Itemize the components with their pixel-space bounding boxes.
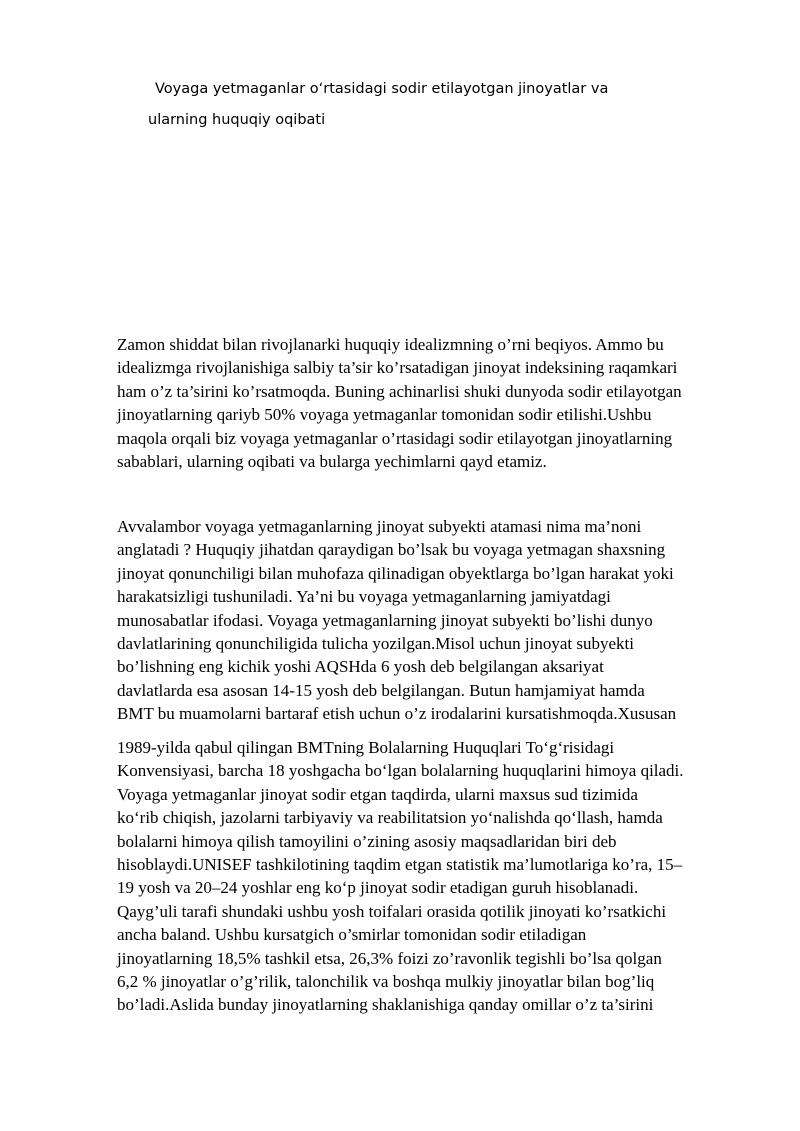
text-line: bo’lishning eng kichik yoshi AQSHda 6 yosh deb belgilangan aksariyat bbox=[117, 657, 604, 677]
document-title bbox=[148, 74, 708, 136]
text-line: harakatsizligi tushuniladi. Ya’ni bu voyaga yetmaganlarning jamiyatdagi bbox=[117, 587, 611, 607]
text-line: bo’ladi.Aslida bunday jinoyatlarning shaklanishiga qanday omillar o’z ta’sirini bbox=[117, 995, 654, 1015]
text-line: ancha baland. Ushbu kursatgich o’smirlar tomonidan sodir etiladigan bbox=[117, 925, 587, 945]
text-line: 19 yosh va 20–24 yoshlar eng ko‘p jinoyat sodir etadigan guruh hisoblanadi. bbox=[117, 878, 639, 898]
text-line: jinoyatlarning qariyb 50% voyaga yetmaganlar tomonidan sodir etilishi.Ushbu bbox=[117, 405, 652, 425]
text-line: jinoyatlarning 18,5% tashkil etsa, 26,3% foizi zo’ravonlik tegishli bo’lsa qolgan bbox=[117, 948, 662, 968]
text-line: bolalarni himoya qilish tamoyilini o’zining asosiy maqsadlaridan biri deb bbox=[117, 831, 617, 851]
text-line: hisoblaydi.UNISEF tashkilotining taqdim etgan statistik ma’lumotlariga ko’ra, 15– bbox=[117, 855, 683, 875]
text-line: idealizmga rivojlanishiga salbiy ta’sir ko’rsatadigan jinoyat indeksining raqamkari bbox=[117, 358, 678, 378]
text-line: davlatlarda esa asosan 14-15 yosh deb belgilangan. Butun hamjamiyat hamda bbox=[117, 680, 645, 700]
paragraph-intro bbox=[117, 333, 767, 473]
text-line: Voyaga yetmaganlar jinoyat sodir etgan taqdirda, ularni maxsus sud tizimida bbox=[117, 784, 638, 804]
title-line: Voyaga yetmaganlar o‘rtasidagi sodir etilayotgan jinoyatlar va bbox=[155, 81, 609, 97]
text-line: jinoyat qonunchiligi bilan muhofaza qilinadigan obyektlarga bo’lgan harakat yoki bbox=[117, 563, 674, 583]
text-line: 1989-yilda qabul qilingan BMTning Bolalarning Huquqlari To‘g‘risidagi bbox=[117, 738, 615, 757]
text-line: Avvalambor voyaga yetmaganlarning jinoyat subyekti atamasi nima ma’noni bbox=[117, 517, 642, 536]
text-line: BMT bu muamolarni bartaraf etish uchun o’z irodalarini kursatishmoqda.Xususan bbox=[117, 704, 677, 724]
text-line: sabablari, ularning oqibati va bularga yechimlarni qayd etamiz. bbox=[117, 452, 547, 472]
text-line: Konvensiyasi, barcha 18 yoshgacha bo‘lgan bolalarning huquqlarini himoya qiladi. bbox=[117, 761, 684, 781]
text-line: maqola orqali biz voyaga yetmaganlar o’rtasidagi sodir etilayotgan jinoyatlarning bbox=[117, 428, 673, 448]
text-line: ko‘rib chiqish, jazolarni tarbiyaviy va reabilitatsion yo‘nalishda qo‘llash, hamda bbox=[117, 808, 663, 828]
text-line: davlatlarining qonunchiligida tulicha yozilgan.Misol uchun jinoyat subyekti bbox=[117, 634, 634, 654]
paragraph-definition bbox=[117, 515, 767, 726]
text-line: Qayg’uli tarafi shundaki ushbu yosh toifalari orasida qotilik jinoyati ko’rsatkichi bbox=[117, 901, 667, 921]
text-line: munosabatlar ifodasi. Voyaga yetmaganlarning jinoyat subyekti bo’lishi dunyo bbox=[117, 610, 653, 630]
text-line: 6,2 % jinoyatlar o’g’rilik, talonchilik va boshqa mulkiy jinoyatlar bilan bog’liq bbox=[117, 972, 655, 992]
paragraph-convention bbox=[117, 736, 767, 1017]
text-line: Zamon shiddat bilan rivojlanarki huquqiy idealizmning o’rni beqiyos. Ammo bu bbox=[117, 335, 664, 354]
text-line: ham o’z ta’sirini ko’rsatmoqda. Buning achinarlisi shuki dunyoda sodir etilayotgan bbox=[117, 381, 682, 401]
title-line: ularning huquqiy oqibati bbox=[148, 112, 326, 128]
text-line: anglatadi ? Huquqiy jihatdan qaraydigan bo’lsak bu voyaga yetmagan shaxsning bbox=[117, 540, 666, 560]
